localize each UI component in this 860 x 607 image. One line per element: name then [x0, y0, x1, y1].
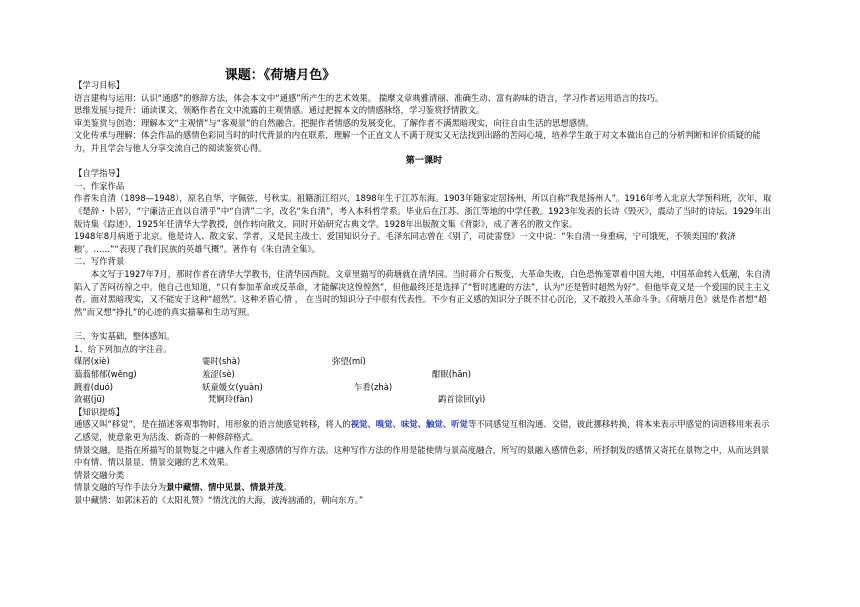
- tonggan-text: 等不同感觉互相沟通、交错，彼此挪移转换，将本来表示甲感觉的词语移用来表示乙感觉，使意象更为活泼、新奇的一种修辞格式。: [74, 419, 770, 443]
- phonetic-item: 霎时(shà): [202, 356, 241, 367]
- phonetic-item: 乍看(zhà): [354, 381, 393, 392]
- phonetic-item: 弥望(mí): [332, 356, 366, 367]
- method-paragraph: [74, 481, 774, 494]
- document-body: [74, 79, 774, 507]
- author-paragraph: 1948年8月病逝于北京。他是诗人、散文家、学者，又是民主战士、爱国知识分子。毛泽东同志曾在《别了，司徒雷登》一文中说：“朱自清一身重病，宁可饿死，不领美国的‘救济粮’。……”“表现了我们民族的英雄气概”。著作有《朱自清全集》。: [74, 231, 736, 254]
- phonetic-item: 敛裾(jū): [74, 394, 105, 405]
- phonetic-item: 鹢首徐回(yì): [438, 394, 486, 405]
- spacer: [74, 318, 774, 330]
- phonetic-item: 踱着(duó): [74, 381, 114, 392]
- goal-item: 思维发展与提升：诵读课文，领略作者在文中流露的主观情感。通过把握本文的情感脉络，学习鉴赏抒情散文。: [74, 105, 485, 116]
- method-text: 情景交融的写作手法分为: [74, 482, 167, 493]
- author-paragraph: 作者朱自清（1898—1948），原名自华，字佩弦，号秋实。祖籍浙江绍兴，1898年生于江苏东海。1903年随家定居扬州，所以自称“我是扬州人”。1916年考入北京大学预科班，次年，取《楚辞・卜居》，“宁廉洁正直以自清乎”中“自清”二字，改名“朱自清”，考入本科哲学系。毕业后在江苏、浙江等地的中学任教。1923年发表的长诗《毁灭》，震动了当时的诗坛。1929年出版诗集《踪迹》，1925年任清华大学教授，创作转向散文，同时开始研究古典文学。1928年出版散文集《背影》，成了著名的散文作家。: [74, 193, 772, 229]
- method-text: 。: [283, 482, 292, 493]
- question: 1、给下列加点的字注音。: [74, 343, 172, 354]
- phonetic-item: 煤屑(xiè): [74, 356, 110, 367]
- section-heading: 一、作家作品: [74, 180, 125, 191]
- goal-item: 文化传承与理解：体会作品的感情色彩同当时的时代背景的内在联系，理解一个正直文人不满于现实又无法找到出路的苦闷心境，培养学生敢于对文本做出自己的分析判断和评价质疑的能力，并且学会与他人分享交流自己的阅读鉴赏心得。: [74, 130, 761, 153]
- senses-highlight: 视觉、嗅觉、味觉、触觉、听觉: [350, 419, 468, 430]
- example-paragraph: 景中藏情：如郭沫若的《太阳礼赞》“情沈沈的大海，波涛汹涌的，朝向东方。”: [74, 495, 364, 505]
- section-heading: 三、夯实基础，整体感知。: [74, 331, 175, 342]
- knowledge-heading: 【知识提炼】: [74, 406, 125, 417]
- phonetic-item: 梵婀玲(fàn): [208, 394, 254, 405]
- phonetic-item: 蓊蓊郁郁(wěng): [74, 369, 137, 380]
- phonetic-row: [74, 368, 774, 381]
- tonggan-paragraph: [74, 418, 774, 443]
- goals-heading: 【学习目标】: [74, 80, 125, 90]
- qingjing-paragraph: 情景交融，是指在所描写的景物复之中融入作者主观感情的写作方法。这种写作方法的作用是能使情与景高度融合，所写的景融入感情色彩，所抒制发的感情又寄托在景物之中，从而达到景中有情、情以景显、情景交融的艺术效果。: [74, 444, 770, 468]
- background-paragraph: 本文写于1927年7月，那时作者在清华大学教书，住清华园西院。文章里描写的荷塘就在清华园。当时蒋介石叛变，大革命失败，白色恐怖笼罩着中国大地，中国革命转入低潮，朱自清陷入了苦闷彷徨之中。他自己也知道，“只有参加革命或反革命，才能解决这惶惶然”，但他最终还是选择了“暂时逃避的方法”，认为“还是暂时超然为好”。但他毕竟又是一个爱国的民主主义者，面对黑暗现实，又不能安于这种“超然”。这种矛盾心情 ， 在当时的知识分子中很有代表性。不少有正义感的知识分子既不甘心沉沦，又不敢投入革命斗争。《荷塘月色》就是作者想“超然”而又想“挣扎”的心迹的真实描摹和生动写照。: [74, 268, 771, 317]
- goal-item: 语言建构与运用：认识“通感”的修辞方法，体会本文中“通感”所产生的艺术效果。 揣摩文章典雅清丽、准确生动、富有韵味的语言，学习作者运用语言的技巧。: [74, 92, 664, 103]
- lesson-heading: 第一课时: [405, 154, 443, 166]
- phonetic-item: 妖童媛女(yuàn): [202, 381, 263, 392]
- phonetic-row: [74, 393, 774, 406]
- phonetic-item: 酣眠(hān): [432, 369, 472, 380]
- tonggan-text: 通感又叫“移觉”，是在描述客观事物时，用形象的语言使感觉转移，将人的: [74, 419, 351, 430]
- classification-heading: 情景交融分类: [74, 469, 125, 480]
- phonetic-item: 羞涩(sè): [202, 369, 235, 380]
- page-title: 课题：《荷塘月色》: [224, 68, 336, 83]
- goal-item: 审美鉴赏与创造：理解本文“主观情”与“客观景”的自然融合。把握作者情感的发展变化，了解作者不满黑暗现实，向往自由生活的思想感情。: [74, 117, 594, 128]
- methods-highlight: 景中藏情、情中见景、情景并茂: [166, 482, 284, 493]
- guide-heading: 【自学指导】: [74, 168, 125, 179]
- phonetic-row: [74, 355, 774, 368]
- phonetic-row: [74, 381, 774, 394]
- section-heading: 二、写作背景: [74, 256, 125, 267]
